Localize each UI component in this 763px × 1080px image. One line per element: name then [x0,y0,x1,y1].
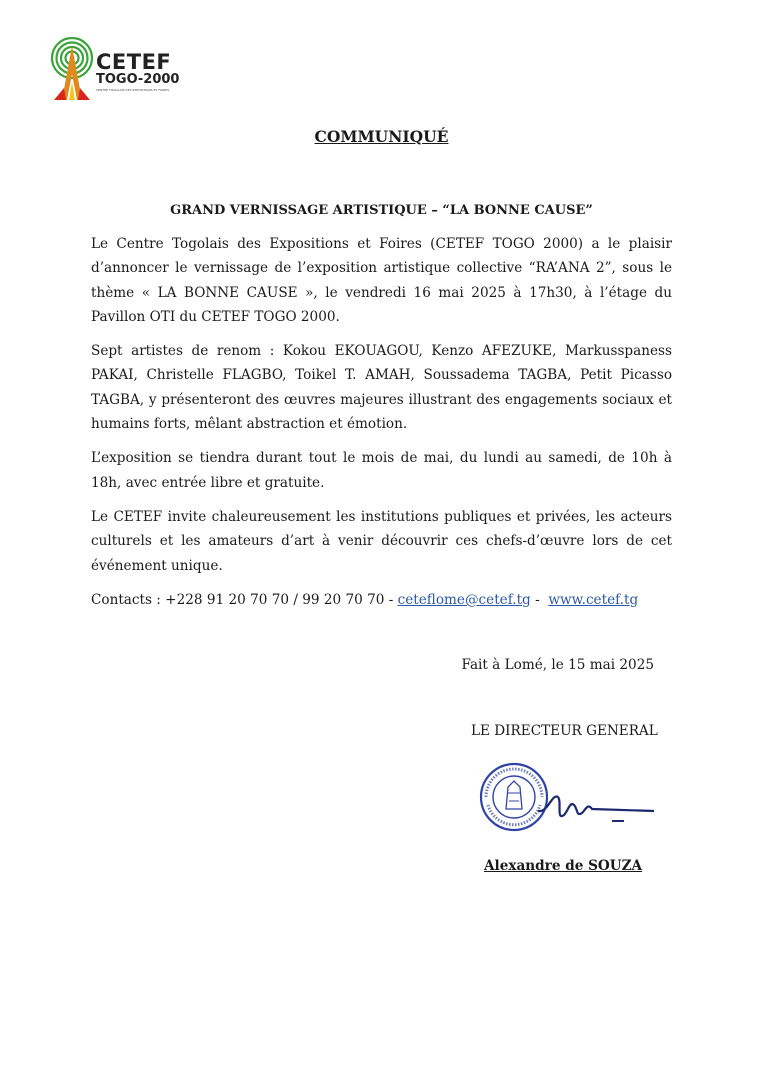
paragraph-artists: Sept artistes de renom : Kokou EKOUAGOU, Kenzo AFEZUKE, Markusspaness PAKAI, Christelle FLAGBO, Toikel T. AMAH, Soussadema TAGBA, Petit Picasso TAGBA, y présenteront des œuvres majeures illustrant des engagements sociaux et humains forts, mêlant abstraction et émotion. [91,343,672,433]
paragraph-invitation: Le CETEF invite chaleureusement les institutions publiques et privées, les acteurs culturels et les amateurs d’art à venir découvrir ces chefs-d’œuvre lors de cet événement unique. [91,508,672,574]
contacts-label: Contacts : +228 91 20 70 70 / 99 20 70 70 - [91,591,398,608]
cetef-logo [48,36,198,106]
document-body [91,232,672,622]
logo-tagline: CENTRE TOGOLAIS DES EXPOSITIONS ET FOIRES [96,88,170,92]
signatory-name: Alexandre de SOUZA [484,858,643,874]
cetef-emblem-icon [48,36,96,104]
paragraph-schedule: L’exposition se tiendra durant tout le mois de mai, du lundi au samedi, de 10h à 18h, avec entrée libre et gratuite. [91,450,672,491]
website-link[interactable]: www.cetef.tg [548,591,639,608]
email-link[interactable]: ceteflome@cetef.tg [397,591,531,608]
contacts-separator: - [530,591,549,608]
paragraph-intro: Le Centre Togolais des Expositions et Foires (CETEF TOGO 2000) a le plaisir d’annoncer le vernissage de l’exposition artistique collective “RA’ANA 2”, sous le thème « LA BONNE CAUSE », le vendredi 16 mai 2025 à 17h30, à l’étage du Pavillon OTI du CETEF TOGO 2000. [91,236,672,325]
official-stamp-signature [478,757,668,847]
logo-name: CETEF [96,50,172,74]
contacts-line [91,588,672,612]
logo-subtitle: TOGO-2000 [96,72,180,87]
place-date: Fait à Lomé, le 15 mai 2025 [461,657,654,673]
signatory-role: LE DIRECTEUR GENERAL [471,723,658,739]
page-title: COMMUNIQUÉ [314,127,449,146]
page-subtitle: GRAND VERNISSAGE ARTISTIQUE – “LA BONNE CAUSE” [170,203,593,218]
